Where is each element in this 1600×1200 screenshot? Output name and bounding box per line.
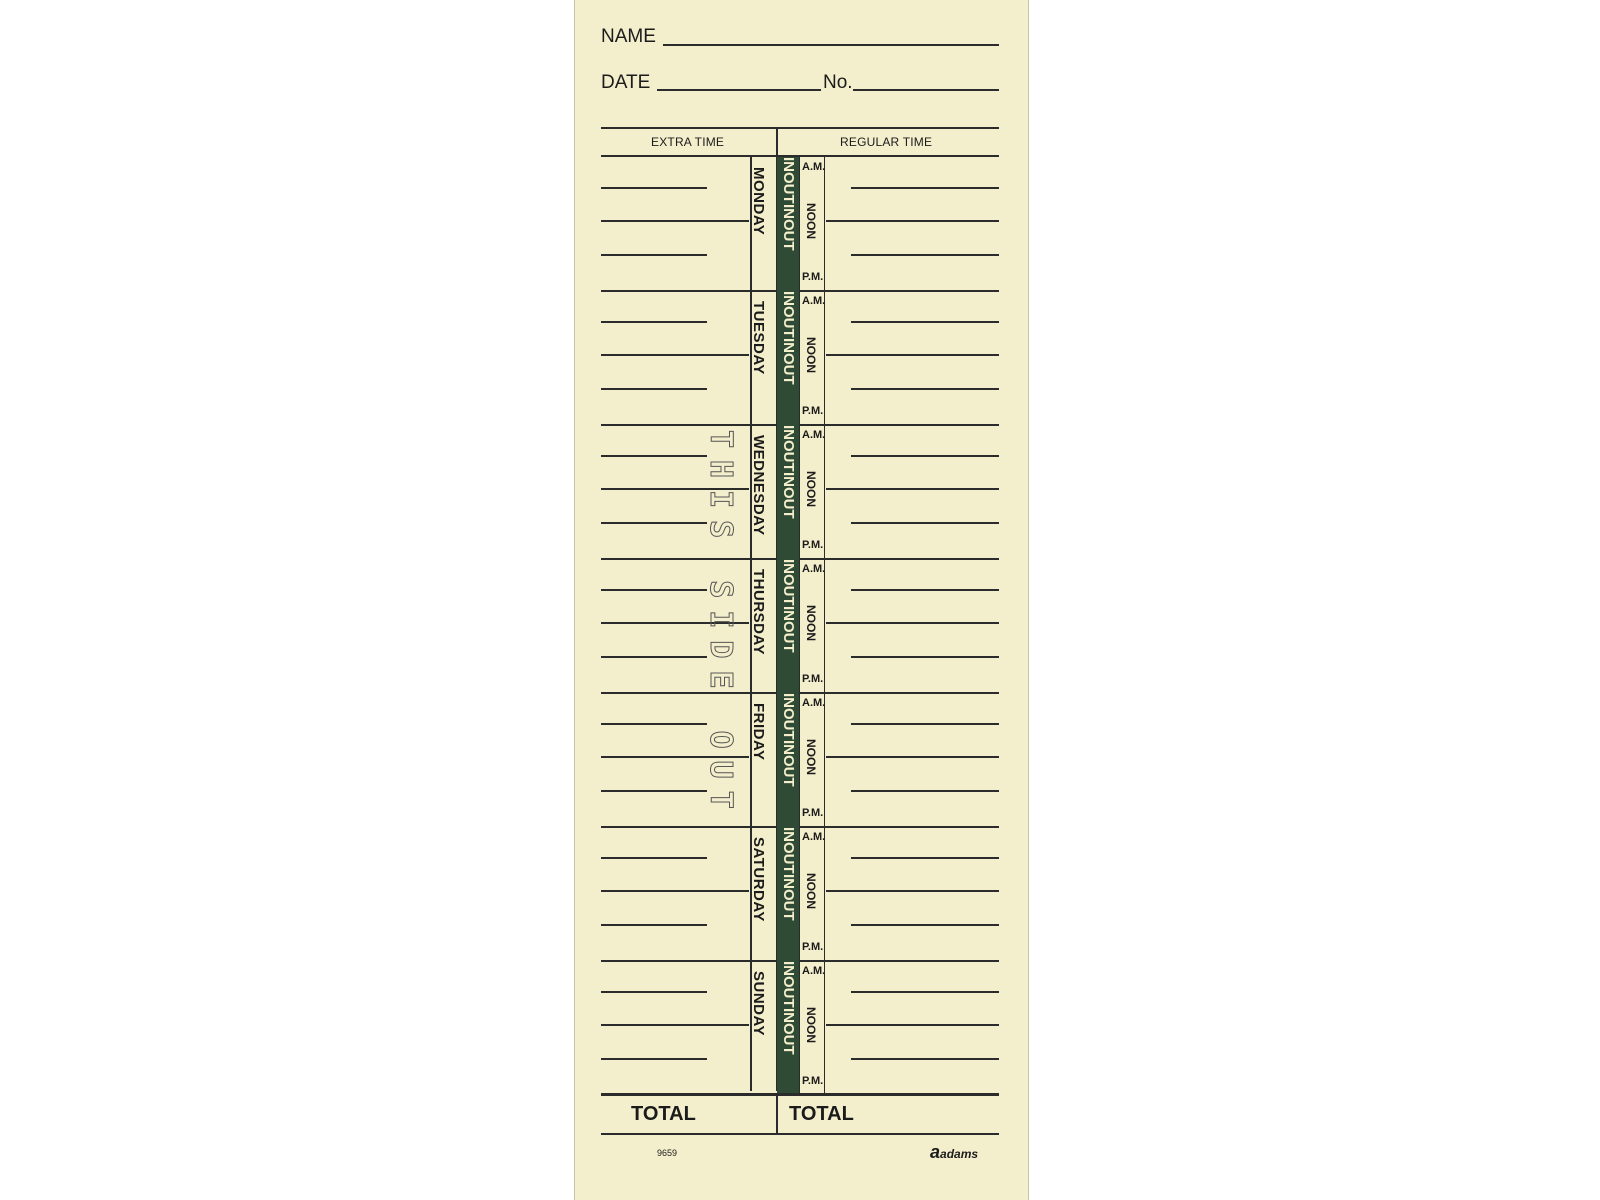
regular-time-line[interactable] (826, 488, 999, 490)
regular-time-line[interactable] (826, 756, 999, 758)
extra-time-line[interactable] (601, 656, 707, 658)
regular-time-line[interactable] (851, 589, 999, 591)
in-out-strip (777, 693, 799, 827)
extra-time-line[interactable] (601, 321, 707, 323)
time-slot-column (799, 425, 825, 559)
noon-label: NOON (804, 337, 818, 373)
in-label: IN (780, 559, 797, 574)
regular-time-line[interactable] (851, 790, 999, 792)
in-label: IN (780, 157, 797, 172)
in-out-strip (777, 291, 799, 425)
extra-time-line[interactable] (601, 857, 707, 859)
brand-mark: a (930, 1142, 941, 1162)
in-label: IN (780, 203, 797, 219)
noon-label: NOON (804, 873, 818, 909)
am-label: A.M. (802, 965, 826, 977)
noon-label: NOON (804, 1007, 818, 1043)
out-label: OUT (780, 842, 797, 874)
time-slot-column (799, 961, 825, 1095)
in-label: IN (780, 739, 797, 755)
in-label: IN (780, 693, 797, 708)
am-label: A.M. (802, 429, 826, 441)
day-block-thursday (575, 559, 1030, 693)
out-label: OUT (780, 1022, 797, 1055)
date-field[interactable] (657, 89, 821, 91)
regular-time-line[interactable] (826, 1024, 999, 1026)
regular-time-header: REGULAR TIME (840, 135, 933, 149)
in-label: IN (780, 425, 797, 440)
regular-time-line[interactable] (851, 991, 999, 993)
number-field[interactable] (853, 89, 999, 91)
in-label: IN (780, 291, 797, 306)
pm-label: P.M. (802, 405, 824, 417)
am-label: A.M. (802, 295, 826, 307)
pm-label: P.M. (802, 673, 824, 685)
regular-time-line[interactable] (826, 354, 999, 356)
extra-time-total-label: TOTAL (631, 1103, 696, 1125)
pm-label: P.M. (802, 271, 824, 283)
extra-time-line[interactable] (601, 790, 707, 792)
extra-time-line[interactable] (601, 354, 749, 356)
extra-time-line[interactable] (601, 522, 707, 524)
in-label: IN (780, 1007, 797, 1023)
in-label: IN (780, 471, 797, 487)
extra-time-line[interactable] (601, 890, 749, 892)
in-out-strip (777, 425, 799, 559)
regular-time-line[interactable] (851, 187, 999, 189)
out-label: OUT (780, 352, 797, 385)
day-block-sunday (575, 961, 1030, 1095)
date-label: DATE (601, 72, 651, 93)
name-label: NAME (601, 26, 656, 47)
regular-time-line[interactable] (851, 321, 999, 323)
brand-name: adams (940, 1147, 979, 1161)
time-slot-column (799, 559, 825, 693)
out-label: OUT (780, 486, 797, 519)
noon-label: NOON (804, 739, 818, 775)
in-label: IN (780, 827, 797, 842)
number-label: No. (823, 72, 853, 93)
extra-time-line[interactable] (601, 589, 707, 591)
day-block-monday (575, 157, 1030, 291)
in-out-strip (777, 559, 799, 693)
time-slot-column (799, 827, 825, 961)
day-label: THURSDAY (750, 569, 767, 655)
noon-label: NOON (804, 471, 818, 507)
extra-time-line[interactable] (601, 455, 707, 457)
regular-time-line[interactable] (851, 723, 999, 725)
time-card (574, 0, 1029, 1200)
regular-time-line[interactable] (826, 220, 999, 222)
extra-time-line[interactable] (601, 1024, 749, 1026)
extra-time-line[interactable] (601, 924, 707, 926)
regular-time-line[interactable] (851, 924, 999, 926)
noon-label: NOON (804, 605, 818, 641)
header-divider (601, 127, 999, 129)
adams-logo (930, 1142, 978, 1163)
am-label: A.M. (802, 831, 826, 843)
extra-time-line[interactable] (601, 388, 707, 390)
totals-divider (601, 1093, 999, 1095)
day-block-wednesday (575, 425, 1030, 559)
regular-time-line[interactable] (851, 522, 999, 524)
extra-time-line[interactable] (601, 220, 749, 222)
out-label: OUT (780, 620, 797, 653)
day-block-saturday (575, 827, 1030, 961)
column-divider-top (776, 127, 778, 155)
time-slot-column (799, 291, 825, 425)
noon-label: NOON (804, 203, 818, 239)
totals-bottom-rule (601, 1133, 999, 1135)
regular-time-line[interactable] (851, 388, 999, 390)
pm-label: P.M. (802, 941, 824, 953)
out-label: OUT (780, 440, 797, 472)
out-label: OUT (780, 754, 797, 787)
regular-time-line[interactable] (851, 254, 999, 256)
day-block-friday (575, 693, 1030, 827)
in-label: IN (780, 961, 797, 976)
day-label: MONDAY (750, 167, 767, 236)
extra-time-line[interactable] (601, 254, 707, 256)
regular-time-line[interactable] (851, 857, 999, 859)
pm-label: P.M. (802, 539, 824, 551)
this-side-out-watermark: THIS SIDE OUT (703, 430, 738, 821)
totals-column-divider (776, 1093, 778, 1133)
form-number: 9659 (657, 1148, 678, 1158)
in-out-strip (777, 157, 799, 291)
regular-time-line[interactable] (851, 455, 999, 457)
in-label: IN (780, 605, 797, 621)
regular-time-line[interactable] (826, 622, 999, 624)
day-block-tuesday (575, 291, 1030, 425)
out-label: OUT (780, 306, 797, 338)
in-out-strip (777, 827, 799, 961)
in-label: IN (780, 873, 797, 889)
out-label: OUT (780, 218, 797, 251)
name-field[interactable] (663, 44, 999, 46)
day-label: FRIDAY (750, 703, 767, 761)
out-label: OUT (780, 574, 797, 606)
regular-time-line[interactable] (826, 890, 999, 892)
am-label: A.M. (802, 563, 826, 575)
regular-time-line[interactable] (851, 1058, 999, 1060)
in-label: IN (780, 337, 797, 353)
day-label: WEDNESDAY (750, 435, 767, 536)
extra-time-header: EXTRA TIME (651, 135, 725, 149)
extra-time-line[interactable] (601, 1058, 707, 1060)
out-label: OUT (780, 888, 797, 921)
out-label: OUT (780, 172, 797, 204)
time-slot-column (799, 693, 825, 827)
day-label: TUESDAY (750, 301, 767, 375)
am-label: A.M. (802, 161, 826, 173)
time-slot-column (799, 157, 825, 291)
out-label: OUT (780, 708, 797, 740)
pm-label: P.M. (802, 1075, 824, 1087)
pm-label: P.M. (802, 807, 824, 819)
extra-time-line[interactable] (601, 991, 707, 993)
day-label: SATURDAY (750, 837, 767, 922)
regular-time-line[interactable] (851, 656, 999, 658)
am-label: A.M. (802, 697, 826, 709)
day-label: SUNDAY (750, 971, 767, 1036)
in-out-strip (777, 961, 799, 1095)
extra-time-line[interactable] (601, 723, 707, 725)
regular-time-total-label: TOTAL (789, 1103, 854, 1125)
extra-time-line[interactable] (601, 187, 707, 189)
out-label: OUT (780, 976, 797, 1008)
